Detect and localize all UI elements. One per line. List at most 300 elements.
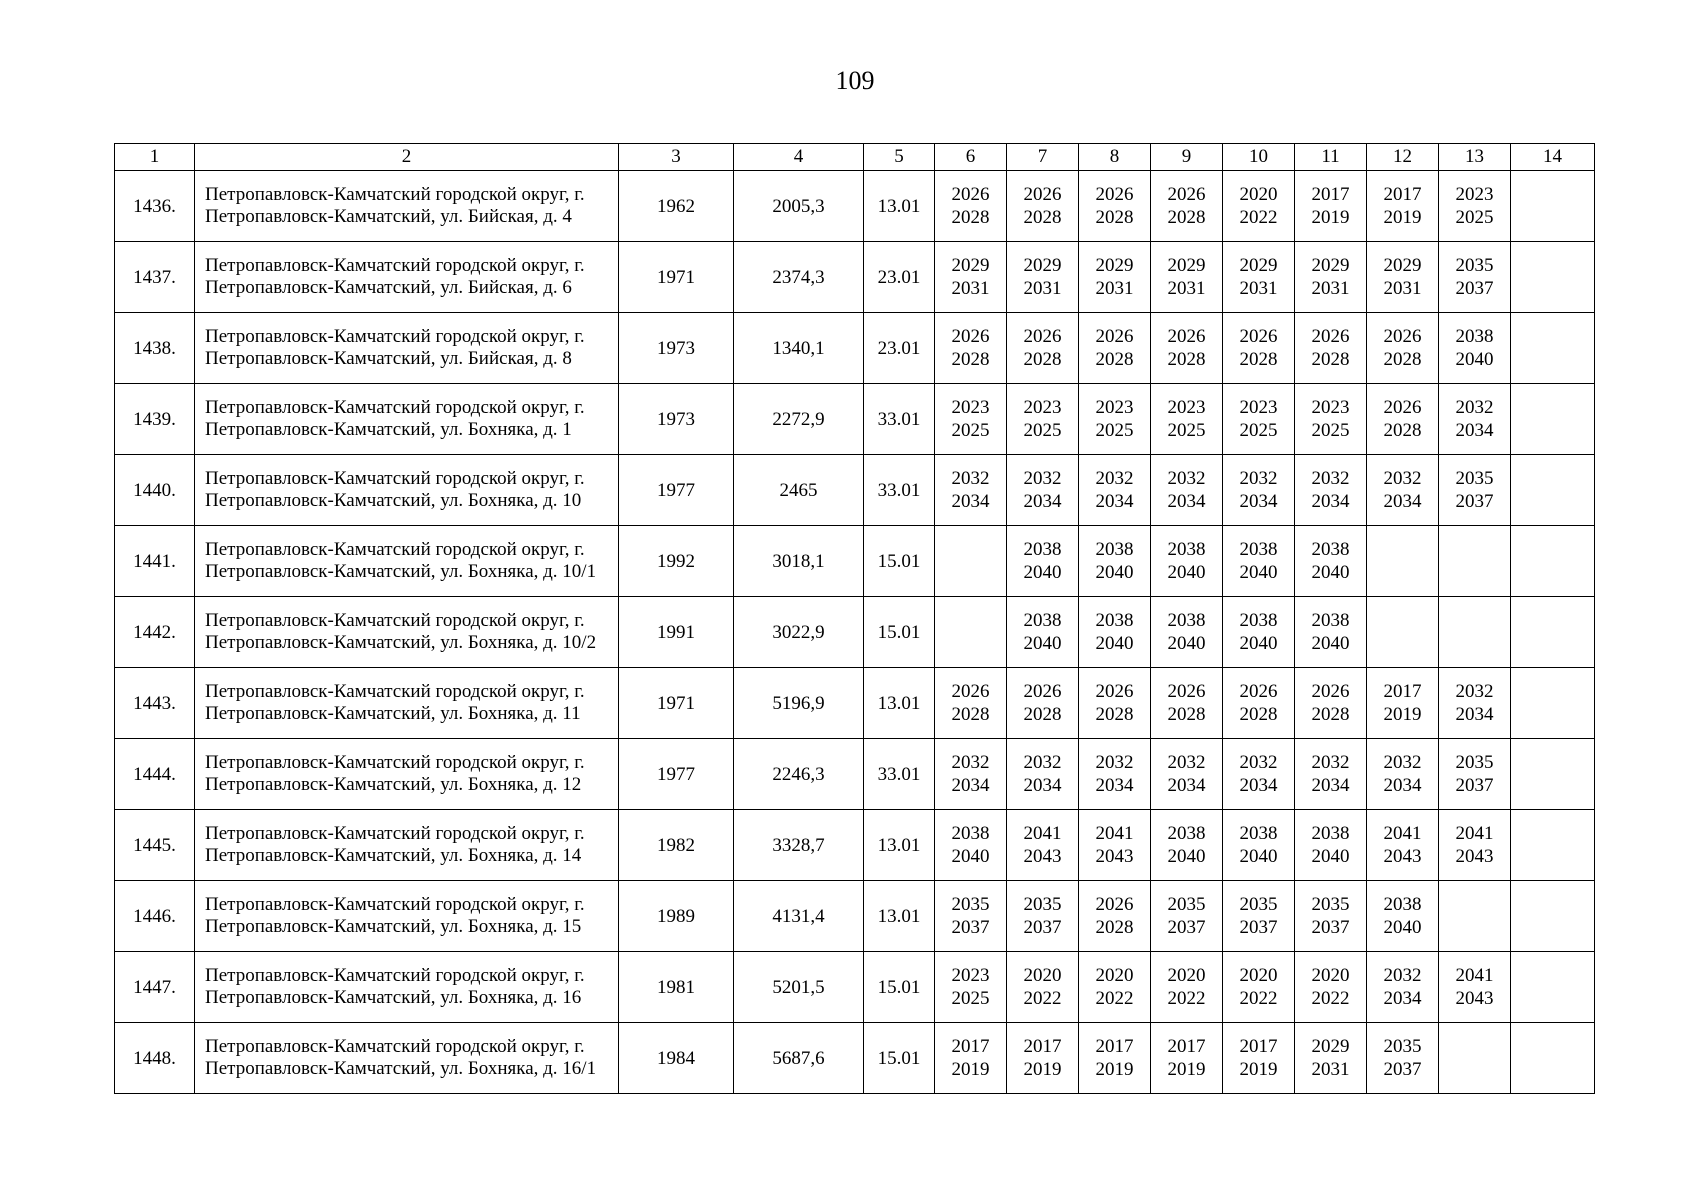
period-start-year: 2035 xyxy=(1455,255,1494,276)
build-year-cell: 1991 xyxy=(619,597,734,668)
row-number-cell: 1440. xyxy=(115,455,195,526)
period-cell-col-12 xyxy=(1367,952,1439,1023)
period-end-year: 2034 xyxy=(1455,420,1494,441)
period-start-year: 2032 xyxy=(1383,468,1422,489)
period-cell-col-10 xyxy=(1223,171,1295,242)
period-end-year: 2037 xyxy=(1455,278,1494,299)
address-cell: Петропавловск-Камчатский городской округ, г. Петропавловск-Камчатский, ул. Бийская, д. 6 xyxy=(195,242,619,313)
table-row xyxy=(115,881,1595,952)
period-end-year: 2028 xyxy=(1023,207,1062,228)
period-start-year: 2035 xyxy=(1455,468,1494,489)
build-year-cell: 1971 xyxy=(619,242,734,313)
column-header-7: 7 xyxy=(1007,144,1079,171)
code-cell: 13.01 xyxy=(864,881,935,952)
period-cell-col-9 xyxy=(1151,739,1223,810)
period-cell-col-11 xyxy=(1295,668,1367,739)
period-start-year: 2041 xyxy=(1095,823,1134,844)
period-end-year: 2019 xyxy=(1095,1059,1134,1080)
period-start-year: 2029 xyxy=(951,255,990,276)
period-cell-col-7 xyxy=(1007,455,1079,526)
period-cell-col-9 xyxy=(1151,952,1223,1023)
period-cell-col-13 xyxy=(1439,455,1511,526)
period-cell-col-10 xyxy=(1223,597,1295,668)
period-end-year: 2019 xyxy=(1383,704,1422,725)
period-end-year: 2034 xyxy=(1023,491,1062,512)
table-row xyxy=(115,242,1595,313)
period-end-year: 2040 xyxy=(1311,633,1350,654)
period-start-year: 2041 xyxy=(1455,965,1494,986)
period-start-year: 2038 xyxy=(1167,610,1206,631)
period-end-year: 2031 xyxy=(1095,278,1134,299)
column-header-6: 6 xyxy=(935,144,1007,171)
period-start-year: 2035 xyxy=(1455,752,1494,773)
period-start-year: 2032 xyxy=(1023,752,1062,773)
period-end-year: 2034 xyxy=(1383,988,1422,1009)
period-cell-col-11 xyxy=(1295,313,1367,384)
period-cell-col-14 xyxy=(1511,810,1595,881)
period-cell-col-7 xyxy=(1007,597,1079,668)
period-cell-col-10 xyxy=(1223,242,1295,313)
period-cell-col-7 xyxy=(1007,171,1079,242)
period-start-year: 2035 xyxy=(1311,894,1350,915)
period-start-year: 2035 xyxy=(1239,894,1278,915)
period-cell-col-7 xyxy=(1007,1023,1079,1094)
table-row xyxy=(115,668,1595,739)
period-end-year: 2037 xyxy=(1311,917,1350,938)
period-end-year: 2034 xyxy=(1455,704,1494,725)
period-end-year: 2040 xyxy=(1239,846,1278,867)
period-end-year: 2028 xyxy=(951,349,990,370)
period-cell-col-13 xyxy=(1439,668,1511,739)
period-start-year: 2026 xyxy=(951,326,990,347)
period-end-year: 2037 xyxy=(1167,917,1206,938)
period-start-year: 2032 xyxy=(1239,752,1278,773)
address-cell: Петропавловск-Камчатский городской округ, г. Петропавловск-Камчатский, ул. Бохняка, д. 10/1 xyxy=(195,526,619,597)
period-cell-col-12 xyxy=(1367,1023,1439,1094)
period-end-year: 2040 xyxy=(1311,562,1350,583)
period-start-year: 2038 xyxy=(1239,610,1278,631)
column-header-9: 9 xyxy=(1151,144,1223,171)
column-number-row xyxy=(115,144,1595,171)
period-end-year: 2040 xyxy=(1167,846,1206,867)
period-end-year: 2028 xyxy=(1095,704,1134,725)
period-cell-col-14 xyxy=(1511,739,1595,810)
period-end-year: 2031 xyxy=(1311,278,1350,299)
period-end-year: 2040 xyxy=(1455,349,1494,370)
address-cell: Петропавловск-Камчатский городской округ, г. Петропавловск-Камчатский, ул. Бохняка, д. 10/2 xyxy=(195,597,619,668)
period-end-year: 2037 xyxy=(951,917,990,938)
period-start-year: 2029 xyxy=(1311,1036,1350,1057)
period-start-year: 2017 xyxy=(1095,1036,1134,1057)
period-cell-col-10 xyxy=(1223,881,1295,952)
period-end-year: 2028 xyxy=(1023,349,1062,370)
period-start-year: 2017 xyxy=(1311,184,1350,205)
period-start-year: 2026 xyxy=(1095,681,1134,702)
period-cell-col-9 xyxy=(1151,810,1223,881)
period-cell-col-8 xyxy=(1079,455,1151,526)
code-cell: 23.01 xyxy=(864,313,935,384)
period-start-year: 2026 xyxy=(1383,326,1422,347)
period-cell-col-11 xyxy=(1295,597,1367,668)
period-end-year: 2031 xyxy=(1383,278,1422,299)
period-cell-col-11 xyxy=(1295,810,1367,881)
period-start-year: 2026 xyxy=(1023,184,1062,205)
row-number-cell: 1444. xyxy=(115,739,195,810)
row-number-cell: 1446. xyxy=(115,881,195,952)
period-cell-col-9 xyxy=(1151,881,1223,952)
period-end-year: 2040 xyxy=(1239,633,1278,654)
period-start-year: 2038 xyxy=(1383,894,1422,915)
period-start-year: 2032 xyxy=(1311,752,1350,773)
period-cell-col-14 xyxy=(1511,455,1595,526)
period-cell-col-11 xyxy=(1295,1023,1367,1094)
period-cell-col-9 xyxy=(1151,313,1223,384)
period-end-year: 2034 xyxy=(1095,775,1134,796)
address-cell: Петропавловск-Камчатский городской округ, г. Петропавловск-Камчатский, ул. Бохняка, д. 14 xyxy=(195,810,619,881)
period-start-year: 2023 xyxy=(1455,184,1494,205)
period-cell-col-10 xyxy=(1223,526,1295,597)
period-start-year: 2026 xyxy=(1239,681,1278,702)
registry-table xyxy=(114,143,1595,1094)
code-cell: 13.01 xyxy=(864,668,935,739)
period-end-year: 2022 xyxy=(1167,988,1206,1009)
period-cell-col-6 xyxy=(935,668,1007,739)
period-cell-col-12 xyxy=(1367,313,1439,384)
table-row xyxy=(115,526,1595,597)
period-start-year: 2032 xyxy=(1383,752,1422,773)
row-number-cell: 1438. xyxy=(115,313,195,384)
build-year-cell: 1982 xyxy=(619,810,734,881)
period-start-year: 2026 xyxy=(1023,681,1062,702)
column-header-3: 3 xyxy=(619,144,734,171)
period-end-year: 2025 xyxy=(1023,420,1062,441)
table-row xyxy=(115,739,1595,810)
table-row xyxy=(115,952,1595,1023)
period-end-year: 2040 xyxy=(951,846,990,867)
column-header-2: 2 xyxy=(195,144,619,171)
period-start-year: 2023 xyxy=(1311,397,1350,418)
period-end-year: 2028 xyxy=(1167,704,1206,725)
period-cell-col-11 xyxy=(1295,384,1367,455)
period-cell-col-6 xyxy=(935,313,1007,384)
period-start-year: 2026 xyxy=(1167,184,1206,205)
period-cell-col-8 xyxy=(1079,171,1151,242)
period-end-year: 2037 xyxy=(1455,775,1494,796)
period-start-year: 2032 xyxy=(1455,681,1494,702)
period-cell-col-12 xyxy=(1367,597,1439,668)
period-cell-col-6 xyxy=(935,810,1007,881)
code-cell: 33.01 xyxy=(864,384,935,455)
code-cell: 23.01 xyxy=(864,242,935,313)
period-cell-col-8 xyxy=(1079,242,1151,313)
period-end-year: 2034 xyxy=(1383,491,1422,512)
row-number-cell: 1436. xyxy=(115,171,195,242)
column-header-5: 5 xyxy=(864,144,935,171)
period-end-year: 2025 xyxy=(1455,207,1494,228)
address-cell: Петропавловск-Камчатский городской округ, г. Петропавловск-Камчатский, ул. Бийская, д. 8 xyxy=(195,313,619,384)
period-end-year: 2019 xyxy=(951,1059,990,1080)
period-end-year: 2034 xyxy=(1167,775,1206,796)
period-cell-col-14 xyxy=(1511,881,1595,952)
period-end-year: 2043 xyxy=(1383,846,1422,867)
period-cell-col-8 xyxy=(1079,881,1151,952)
period-start-year: 2038 xyxy=(1167,823,1206,844)
period-cell-col-12 xyxy=(1367,171,1439,242)
period-cell-col-13 xyxy=(1439,952,1511,1023)
period-cell-col-13 xyxy=(1439,597,1511,668)
period-cell-col-6 xyxy=(935,171,1007,242)
period-start-year: 2032 xyxy=(1095,468,1134,489)
period-start-year: 2026 xyxy=(1239,326,1278,347)
area-cell: 2005,3 xyxy=(734,171,864,242)
build-year-cell: 1981 xyxy=(619,952,734,1023)
column-header-4: 4 xyxy=(734,144,864,171)
address-cell: Петропавловск-Камчатский городской округ, г. Петропавловск-Камчатский, ул. Бохняка, д. 10 xyxy=(195,455,619,526)
period-start-year: 2029 xyxy=(1383,255,1422,276)
period-start-year: 2029 xyxy=(1239,255,1278,276)
period-end-year: 2028 xyxy=(1239,349,1278,370)
period-start-year: 2023 xyxy=(1095,397,1134,418)
period-cell-col-9 xyxy=(1151,597,1223,668)
period-cell-col-14 xyxy=(1511,952,1595,1023)
period-end-year: 2019 xyxy=(1023,1059,1062,1080)
period-start-year: 2038 xyxy=(1095,539,1134,560)
period-cell-col-12 xyxy=(1367,739,1439,810)
period-cell-col-7 xyxy=(1007,668,1079,739)
period-cell-col-14 xyxy=(1511,1023,1595,1094)
period-cell-col-8 xyxy=(1079,1023,1151,1094)
area-cell: 2465 xyxy=(734,455,864,526)
period-end-year: 2028 xyxy=(1095,349,1134,370)
period-end-year: 2043 xyxy=(1455,846,1494,867)
build-year-cell: 1973 xyxy=(619,313,734,384)
period-cell-col-11 xyxy=(1295,952,1367,1023)
period-cell-col-12 xyxy=(1367,810,1439,881)
period-end-year: 2025 xyxy=(1239,420,1278,441)
period-start-year: 2032 xyxy=(951,468,990,489)
period-end-year: 2043 xyxy=(1455,988,1494,1009)
period-cell-col-11 xyxy=(1295,455,1367,526)
period-cell-col-11 xyxy=(1295,526,1367,597)
period-cell-col-8 xyxy=(1079,952,1151,1023)
period-cell-col-14 xyxy=(1511,526,1595,597)
build-year-cell: 1992 xyxy=(619,526,734,597)
period-cell-col-6 xyxy=(935,1023,1007,1094)
period-cell-col-13 xyxy=(1439,313,1511,384)
period-cell-col-10 xyxy=(1223,668,1295,739)
period-start-year: 2017 xyxy=(951,1036,990,1057)
code-cell: 33.01 xyxy=(864,455,935,526)
table-row xyxy=(115,313,1595,384)
period-cell-col-10 xyxy=(1223,739,1295,810)
address-cell: Петропавловск-Камчатский городской округ, г. Петропавловск-Камчатский, ул. Бохняка, д. 16/1 xyxy=(195,1023,619,1094)
area-cell: 3018,1 xyxy=(734,526,864,597)
period-end-year: 2028 xyxy=(1311,349,1350,370)
period-start-year: 2026 xyxy=(1095,184,1134,205)
period-end-year: 2028 xyxy=(1167,349,1206,370)
period-end-year: 2034 xyxy=(1311,491,1350,512)
area-cell: 5201,5 xyxy=(734,952,864,1023)
area-cell: 2272,9 xyxy=(734,384,864,455)
row-number-cell: 1445. xyxy=(115,810,195,881)
period-end-year: 2028 xyxy=(1383,420,1422,441)
period-end-year: 2040 xyxy=(1383,917,1422,938)
period-end-year: 2028 xyxy=(1311,704,1350,725)
period-cell-col-13 xyxy=(1439,171,1511,242)
period-cell-col-9 xyxy=(1151,384,1223,455)
column-header-1: 1 xyxy=(115,144,195,171)
period-end-year: 2040 xyxy=(1023,633,1062,654)
period-cell-col-7 xyxy=(1007,384,1079,455)
period-start-year: 2026 xyxy=(1023,326,1062,347)
period-cell-col-14 xyxy=(1511,171,1595,242)
period-start-year: 2032 xyxy=(1095,752,1134,773)
period-end-year: 2037 xyxy=(1023,917,1062,938)
period-start-year: 2026 xyxy=(1383,397,1422,418)
period-cell-col-8 xyxy=(1079,384,1151,455)
period-end-year: 2022 xyxy=(1023,988,1062,1009)
build-year-cell: 1971 xyxy=(619,668,734,739)
period-end-year: 2019 xyxy=(1167,1059,1206,1080)
period-end-year: 2028 xyxy=(951,207,990,228)
period-start-year: 2026 xyxy=(951,681,990,702)
period-cell-col-10 xyxy=(1223,1023,1295,1094)
period-cell-col-10 xyxy=(1223,455,1295,526)
period-cell-col-11 xyxy=(1295,242,1367,313)
period-end-year: 2031 xyxy=(1167,278,1206,299)
table-row xyxy=(115,1023,1595,1094)
period-cell-col-7 xyxy=(1007,526,1079,597)
period-end-year: 2019 xyxy=(1311,207,1350,228)
period-end-year: 2043 xyxy=(1023,846,1062,867)
period-end-year: 2019 xyxy=(1383,207,1422,228)
area-cell: 5687,6 xyxy=(734,1023,864,1094)
table-row xyxy=(115,455,1595,526)
period-end-year: 2034 xyxy=(1167,491,1206,512)
period-cell-col-7 xyxy=(1007,739,1079,810)
period-start-year: 2020 xyxy=(1239,184,1278,205)
period-cell-col-12 xyxy=(1367,242,1439,313)
area-cell: 2374,3 xyxy=(734,242,864,313)
table-row xyxy=(115,384,1595,455)
period-end-year: 2037 xyxy=(1383,1059,1422,1080)
table-body xyxy=(115,171,1595,1094)
period-start-year: 2029 xyxy=(1095,255,1134,276)
table-row xyxy=(115,171,1595,242)
code-cell: 33.01 xyxy=(864,739,935,810)
period-start-year: 2017 xyxy=(1239,1036,1278,1057)
period-cell-col-6 xyxy=(935,455,1007,526)
period-start-year: 2038 xyxy=(1239,539,1278,560)
row-number-cell: 1447. xyxy=(115,952,195,1023)
period-start-year: 2026 xyxy=(1311,326,1350,347)
period-start-year: 2023 xyxy=(1167,397,1206,418)
period-end-year: 2034 xyxy=(951,491,990,512)
build-year-cell: 1977 xyxy=(619,739,734,810)
period-start-year: 2020 xyxy=(1023,965,1062,986)
period-cell-col-13 xyxy=(1439,881,1511,952)
period-cell-col-10 xyxy=(1223,952,1295,1023)
period-start-year: 2017 xyxy=(1383,184,1422,205)
period-start-year: 2041 xyxy=(1383,823,1422,844)
build-year-cell: 1984 xyxy=(619,1023,734,1094)
period-cell-col-9 xyxy=(1151,455,1223,526)
period-start-year: 2038 xyxy=(1167,539,1206,560)
code-cell: 15.01 xyxy=(864,952,935,1023)
period-cell-col-10 xyxy=(1223,810,1295,881)
column-header-10: 10 xyxy=(1223,144,1295,171)
period-cell-col-8 xyxy=(1079,526,1151,597)
period-end-year: 2028 xyxy=(1167,207,1206,228)
period-cell-col-7 xyxy=(1007,313,1079,384)
period-end-year: 2040 xyxy=(1311,846,1350,867)
code-cell: 15.01 xyxy=(864,526,935,597)
column-header-11: 11 xyxy=(1295,144,1367,171)
period-cell-col-6 xyxy=(935,739,1007,810)
period-start-year: 2020 xyxy=(1239,965,1278,986)
period-cell-col-6 xyxy=(935,384,1007,455)
table-row xyxy=(115,597,1595,668)
period-end-year: 2034 xyxy=(1095,491,1134,512)
period-end-year: 2025 xyxy=(1095,420,1134,441)
period-end-year: 2043 xyxy=(1095,846,1134,867)
period-cell-col-6 xyxy=(935,952,1007,1023)
row-number-cell: 1442. xyxy=(115,597,195,668)
period-start-year: 2032 xyxy=(1383,965,1422,986)
period-start-year: 2038 xyxy=(1239,823,1278,844)
period-start-year: 2035 xyxy=(951,894,990,915)
period-cell-col-8 xyxy=(1079,739,1151,810)
period-end-year: 2040 xyxy=(1023,562,1062,583)
period-cell-col-6 xyxy=(935,526,1007,597)
period-start-year: 2029 xyxy=(1023,255,1062,276)
period-end-year: 2037 xyxy=(1239,917,1278,938)
period-start-year: 2029 xyxy=(1167,255,1206,276)
period-end-year: 2028 xyxy=(1023,704,1062,725)
period-cell-col-8 xyxy=(1079,668,1151,739)
period-cell-col-8 xyxy=(1079,313,1151,384)
area-cell: 1340,1 xyxy=(734,313,864,384)
row-number-cell: 1448. xyxy=(115,1023,195,1094)
period-cell-col-6 xyxy=(935,881,1007,952)
period-cell-col-10 xyxy=(1223,384,1295,455)
period-start-year: 2038 xyxy=(1023,539,1062,560)
period-start-year: 2038 xyxy=(1023,610,1062,631)
area-cell: 2246,3 xyxy=(734,739,864,810)
area-cell: 4131,4 xyxy=(734,881,864,952)
row-number-cell: 1443. xyxy=(115,668,195,739)
period-end-year: 2025 xyxy=(951,420,990,441)
period-end-year: 2037 xyxy=(1455,491,1494,512)
period-start-year: 2041 xyxy=(1455,823,1494,844)
period-start-year: 2026 xyxy=(1311,681,1350,702)
period-start-year: 2032 xyxy=(1455,397,1494,418)
period-start-year: 2038 xyxy=(1095,610,1134,631)
period-end-year: 2031 xyxy=(1239,278,1278,299)
period-cell-col-12 xyxy=(1367,881,1439,952)
column-header-12: 12 xyxy=(1367,144,1439,171)
period-end-year: 2028 xyxy=(1095,917,1134,938)
column-header-14: 14 xyxy=(1511,144,1595,171)
period-cell-col-8 xyxy=(1079,597,1151,668)
period-start-year: 2017 xyxy=(1383,681,1422,702)
code-cell: 13.01 xyxy=(864,810,935,881)
period-start-year: 2026 xyxy=(1095,894,1134,915)
period-start-year: 2020 xyxy=(1095,965,1134,986)
period-cell-col-14 xyxy=(1511,668,1595,739)
period-cell-col-14 xyxy=(1511,313,1595,384)
period-cell-col-13 xyxy=(1439,810,1511,881)
